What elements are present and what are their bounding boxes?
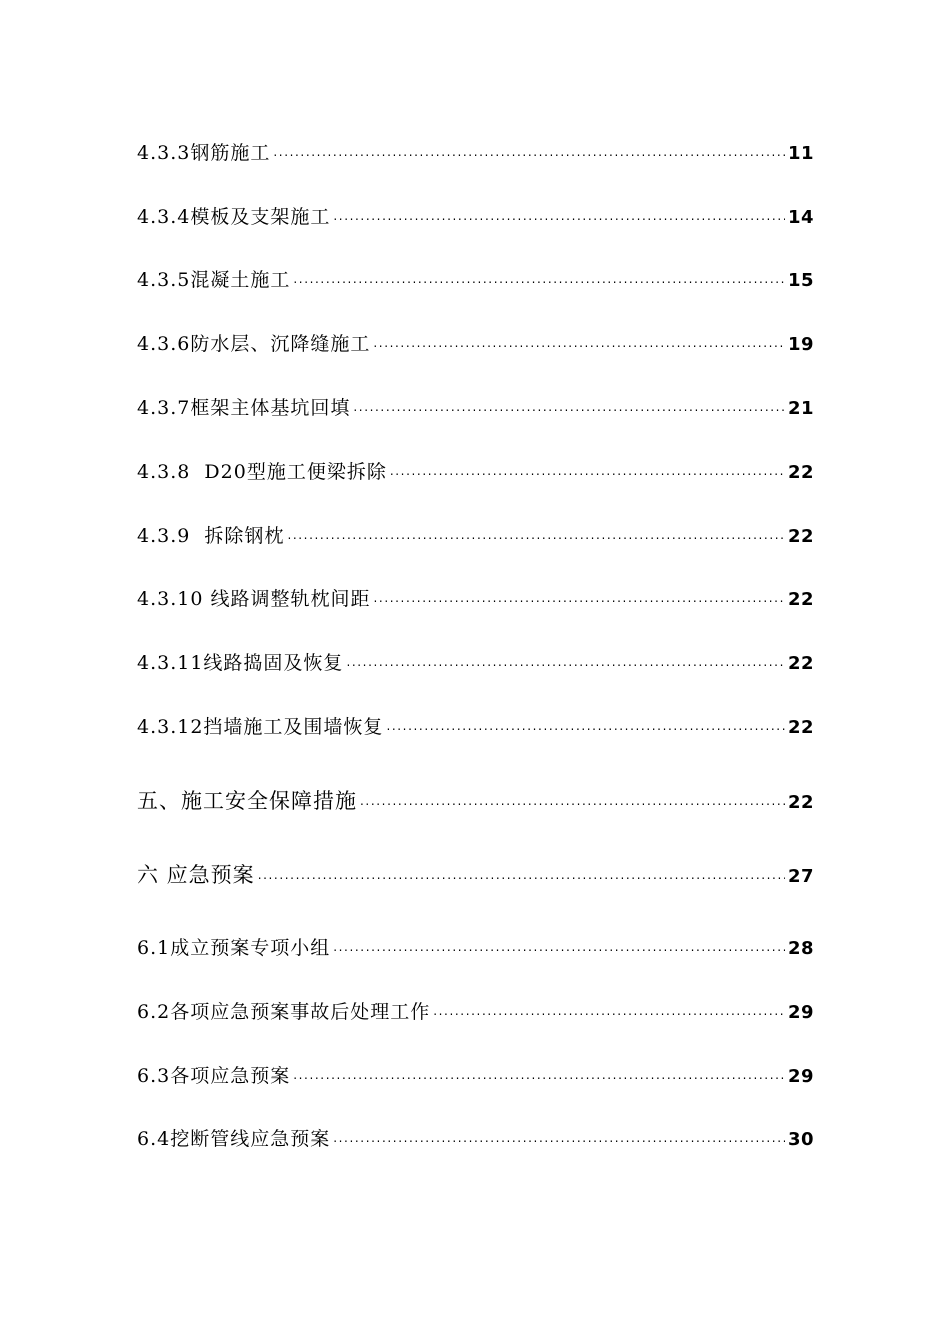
toc-entry-title: 4.3.3钢筋施工 bbox=[137, 142, 271, 164]
toc-entry-title: 4.3.6防水层、沉降缝施工 bbox=[137, 333, 371, 355]
toc-entry-page: 22 bbox=[787, 526, 814, 547]
toc-entry-title: 6.3各项应急预案 bbox=[137, 1065, 291, 1087]
toc-entry[interactable] bbox=[137, 265, 814, 292]
toc-entry-chapter[interactable] bbox=[137, 859, 814, 889]
toc-leader-dots bbox=[273, 140, 785, 159]
toc-entry-page: 22 bbox=[787, 462, 814, 483]
toc-entry[interactable] bbox=[137, 1124, 814, 1151]
toc-leader-dots bbox=[386, 714, 785, 733]
toc-entry[interactable] bbox=[137, 997, 814, 1024]
toc-entry[interactable] bbox=[137, 329, 814, 356]
toc-leader-dots bbox=[333, 1126, 785, 1145]
toc-leader-dots bbox=[346, 650, 785, 669]
toc-leader-dots bbox=[293, 267, 785, 286]
toc-entry[interactable] bbox=[137, 393, 814, 420]
toc-entry-title: 六 应急预案 bbox=[137, 863, 255, 887]
toc-entry-page: 22 bbox=[787, 589, 814, 610]
toc-leader-dots bbox=[287, 523, 785, 542]
toc-entry-title: 6.1成立预案专项小组 bbox=[137, 937, 331, 959]
toc-leader-dots bbox=[360, 787, 785, 808]
toc-entry-page: 30 bbox=[787, 1129, 814, 1150]
toc-entry-page: 14 bbox=[787, 207, 814, 228]
toc-entry-title: 4.3.11线路捣固及恢复 bbox=[137, 652, 344, 674]
toc-entry-page: 29 bbox=[787, 1066, 814, 1087]
toc-entry-page: 22 bbox=[787, 792, 814, 813]
toc-entry-page: 11 bbox=[787, 143, 814, 164]
toc-entry-title: 4.3.8 D20型施工便梁拆除 bbox=[137, 461, 387, 483]
toc-entry-title: 6.4挖断管线应急预案 bbox=[137, 1128, 331, 1150]
toc-entry-page: 22 bbox=[787, 653, 814, 674]
toc-entry[interactable] bbox=[137, 933, 814, 960]
toc-entry-page: 28 bbox=[787, 938, 814, 959]
toc-entry[interactable] bbox=[137, 1061, 814, 1088]
toc-leader-dots bbox=[333, 935, 785, 954]
toc-entry-title: 4.3.12挡墙施工及围墙恢复 bbox=[137, 716, 384, 738]
toc-entry[interactable] bbox=[137, 521, 814, 548]
toc-entry-page: 29 bbox=[787, 1002, 814, 1023]
toc-leader-dots bbox=[353, 395, 785, 414]
toc-entry-page: 19 bbox=[787, 334, 814, 355]
toc-entry-page: 15 bbox=[787, 270, 814, 291]
toc-leader-dots bbox=[293, 1063, 785, 1082]
toc-leader-dots bbox=[433, 999, 785, 1018]
toc-entry-title: 4.3.5混凝土施工 bbox=[137, 269, 291, 291]
toc-entry-title: 五、施工安全保障措施 bbox=[137, 789, 357, 813]
toc-entry-page: 22 bbox=[787, 717, 814, 738]
toc-entry-page: 21 bbox=[787, 398, 814, 419]
toc-entry-title: 4.3.10 线路调整轨枕间距 bbox=[137, 588, 371, 610]
toc-entry-page: 27 bbox=[787, 866, 814, 887]
toc-entry-chapter[interactable] bbox=[137, 785, 814, 815]
toc-entry[interactable] bbox=[137, 138, 814, 165]
toc-leader-dots bbox=[333, 204, 785, 223]
toc-entry-title: 4.3.9 拆除钢枕 bbox=[137, 525, 285, 547]
toc-entry[interactable] bbox=[137, 584, 814, 611]
toc-leader-dots bbox=[390, 459, 785, 478]
toc-entry[interactable] bbox=[137, 202, 814, 229]
toc-entry-title: 4.3.7框架主体基坑回填 bbox=[137, 397, 351, 419]
toc-leader-dots bbox=[373, 586, 784, 605]
toc-entry-title: 4.3.4模板及支架施工 bbox=[137, 206, 331, 228]
toc-entry[interactable] bbox=[137, 712, 814, 739]
toc-entry[interactable] bbox=[137, 648, 814, 675]
toc-leader-dots bbox=[373, 331, 785, 350]
toc-entry[interactable] bbox=[137, 457, 814, 484]
toc-entry-title: 6.2各项应急预案事故后处理工作 bbox=[137, 1001, 431, 1023]
toc-leader-dots bbox=[258, 861, 785, 882]
